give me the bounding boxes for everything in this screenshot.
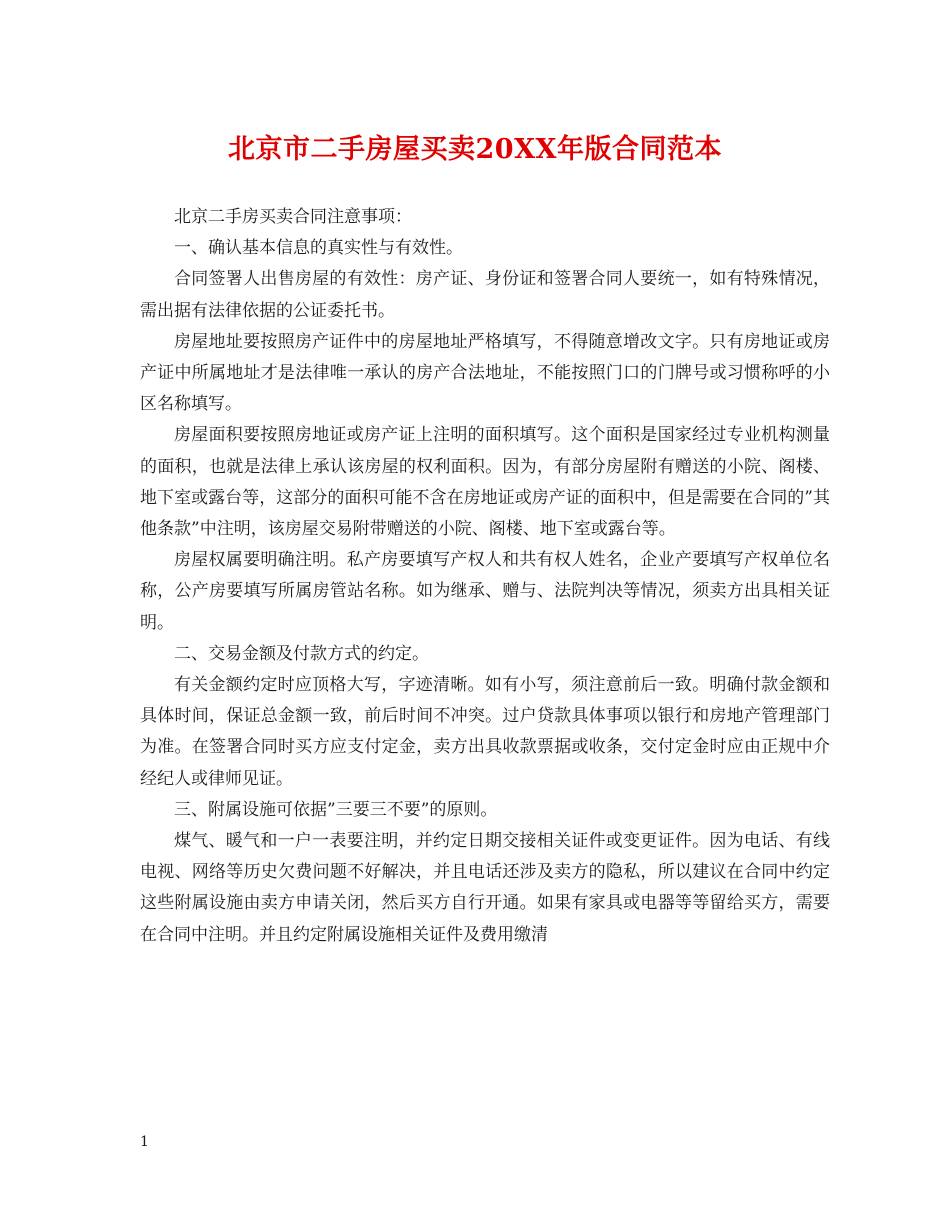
paragraph-section-3-heading: 三、附属设施可依据”三要三不要”的原则。: [174, 799, 498, 820]
paragraph-section-2-heading: 二、交易金额及付款方式的约定。: [174, 643, 429, 664]
page-number: 1: [140, 1134, 149, 1150]
paragraph-payment-terms: 有关金额约定时应顶格大写，字迹清晰。如有小写，须注意前后一致。明确付款金额和具体时间，保证总金额一致，前后时间不冲突。过户贷款具体事项以银行和房地产管理部门为准。在签署合同时买方应支付定金，卖方出具收款票据或收条，交付定金时应由正规中介经纪人或律师见证。: [140, 675, 830, 789]
paragraph-notes-heading: 北京二手房买卖合同注意事项：: [174, 207, 412, 227]
paragraph-property-ownership: 房屋权属要明确注明。私产房要填写产权人和共有权人姓名，企业产要填写产权单位名称，公产房要填写所属房管站名称。如为继承、赠与、法院判决等情况，须卖方出具相关证明。: [140, 550, 830, 633]
paragraph-section-1-heading: 一、确认基本信息的真实性与有效性。: [174, 238, 463, 259]
document-body: [140, 202, 830, 951]
paragraph-property-area: 房屋面积要按照房地证或房产证上注明的面积填写。这个面积是国家经过专业机构测量的面积，也就是法律上承认该房屋的权利面积。因为，有部分房屋附有赠送的小院、阁楼、地下室或露台等，这部分的面积可能不含在房地证或房产证的面积中，但是需要在合同的”其他条款”中注明，该房屋交易附带赠送的小院、阁楼、地下室或露台等。: [140, 425, 830, 540]
paragraph-facilities: 煤气、暖气和一户一表要注明，并约定日期交接相关证件或变更证件。因为电话、有线电视、网络等历史欠费问题不好解决，并且电话还涉及卖方的隐私，所以建议在合同中约定这些附属设施由卖方申请关闭，然后买方自行开通。如果有家具或电器等等留给买方，需要在合同中注明。并且约定附属设施相关证件及费用缴清: [140, 831, 830, 945]
paragraph-property-address: 房屋地址要按照房产证件中的房屋地址严格填写，不得随意增改文字。只有房地证或房产证中所属地址才是法律唯一承认的房产合法地址，不能按照门口的门牌号或习惯称呼的小区名称填写。: [140, 331, 830, 415]
document-title: 北京市二手房屋买卖20XX年版合同范本: [228, 134, 722, 165]
paragraph-signatory-validity: 合同签署人出售房屋的有效性：房产证、身份证和签署合同人要统一，如有特殊情况，需出据有法律依据的公证委托书。: [140, 269, 830, 321]
